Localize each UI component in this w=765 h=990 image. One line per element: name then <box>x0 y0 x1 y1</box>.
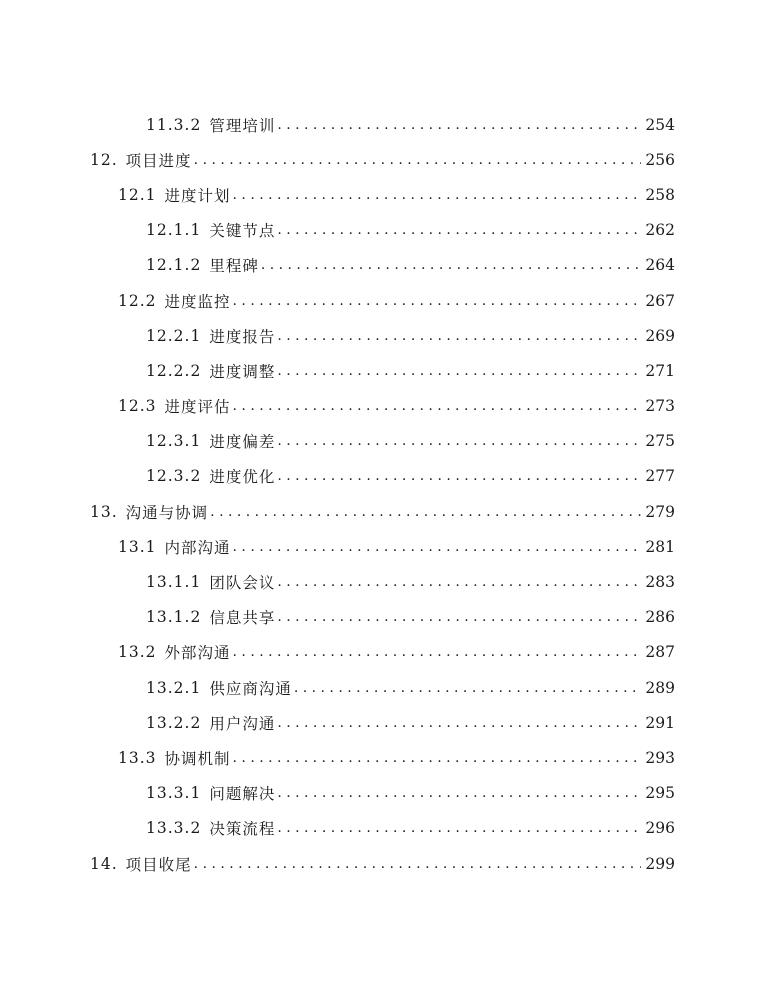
toc-entry-number: 13.3 <box>118 748 157 767</box>
toc-entry-number: 12.1.1 <box>146 221 202 240</box>
toc-entry[interactable] <box>0 529 765 564</box>
toc-dot-leader <box>233 293 642 309</box>
toc-dot-leader <box>277 785 641 801</box>
toc-dot-leader <box>277 222 641 238</box>
toc-entry-number: 11.3.2 <box>146 115 202 134</box>
toc-dot-leader <box>277 715 641 731</box>
toc-entry-title: 团队会议 <box>209 574 276 593</box>
toc-entry[interactable] <box>0 353 765 388</box>
toc-entry-title: 用户沟通 <box>209 714 276 733</box>
toc-entry-page: 283 <box>645 573 675 592</box>
toc-entry-page: 277 <box>645 467 675 486</box>
toc-entry-title: 问题解决 <box>209 785 276 804</box>
toc-dot-leader <box>277 328 641 344</box>
toc-dot-leader <box>277 609 641 625</box>
toc-entry-number: 12.1.2 <box>146 256 202 275</box>
toc-dot-leader <box>233 750 642 766</box>
toc-dot-leader <box>233 187 642 203</box>
toc-entry-page: 273 <box>645 397 675 416</box>
toc-entry-number: 13.2.2 <box>146 713 202 732</box>
toc-entry[interactable] <box>0 142 765 177</box>
toc-entry[interactable] <box>0 776 765 811</box>
toc-entry-page: 287 <box>645 643 675 662</box>
toc-dot-leader <box>210 504 641 520</box>
toc-entry-title: 沟通与协调 <box>125 503 209 522</box>
toc-entry[interactable] <box>0 564 765 599</box>
toc-entry-title: 项目收尾 <box>125 855 192 874</box>
toc-entry-page: 275 <box>645 432 675 451</box>
toc-entry-title: 决策流程 <box>209 820 276 839</box>
toc-entry-number: 12.2.2 <box>146 361 202 380</box>
toc-entry-page: 264 <box>645 256 675 275</box>
toc-dot-leader <box>233 539 642 555</box>
toc-entry-number: 13.1 <box>118 537 157 556</box>
toc-entry-title: 外部沟通 <box>164 644 231 663</box>
toc-entry-number: 12.2.1 <box>146 326 202 345</box>
toc-dot-leader <box>261 257 642 273</box>
toc-dot-leader <box>194 152 642 168</box>
toc-entry-page: 299 <box>645 854 675 873</box>
toc-entry-page: 254 <box>645 115 675 134</box>
toc-entry-page: 271 <box>645 361 675 380</box>
toc-entry-number: 13.2 <box>118 643 157 662</box>
toc-entry[interactable] <box>0 600 765 635</box>
toc-entry-number: 13. <box>90 502 118 521</box>
toc-entry-page: 286 <box>645 608 675 627</box>
toc-entry-title: 内部沟通 <box>164 538 231 557</box>
toc-entry-page: 262 <box>645 221 675 240</box>
toc-entry-page: 296 <box>645 819 675 838</box>
toc-entry-title: 管理培训 <box>209 116 276 135</box>
table-of-contents <box>0 107 765 881</box>
toc-entry-number: 12.3 <box>118 397 157 416</box>
toc-entry-number: 12.3.2 <box>146 467 202 486</box>
toc-dot-leader <box>277 117 641 133</box>
toc-entry[interactable] <box>0 318 765 353</box>
toc-entry[interactable] <box>0 213 765 248</box>
toc-dot-leader <box>194 856 642 872</box>
toc-entry-title: 项目进度 <box>125 151 192 170</box>
toc-dot-leader <box>233 644 642 660</box>
toc-entry-page: 295 <box>645 784 675 803</box>
toc-entry[interactable] <box>0 107 765 142</box>
toc-entry-page: 289 <box>645 678 675 697</box>
toc-entry-number: 14. <box>90 854 118 873</box>
toc-dot-leader <box>277 820 641 836</box>
toc-entry-title: 进度优化 <box>209 468 276 487</box>
toc-entry-title: 关键节点 <box>209 222 276 241</box>
toc-entry[interactable] <box>0 177 765 212</box>
toc-entry-page: 267 <box>645 291 675 310</box>
toc-entry[interactable] <box>0 283 765 318</box>
toc-entry[interactable] <box>0 846 765 881</box>
toc-entry-page: 291 <box>645 713 675 732</box>
toc-entry-page: 258 <box>645 185 675 204</box>
toc-dot-leader <box>277 433 641 449</box>
toc-entry-page: 281 <box>645 537 675 556</box>
toc-entry-title: 进度报告 <box>209 327 276 346</box>
toc-entry-title: 进度监控 <box>164 292 231 311</box>
toc-entry-number: 13.3.2 <box>146 819 202 838</box>
toc-entry[interactable] <box>0 740 765 775</box>
toc-entry-number: 13.3.1 <box>146 784 202 803</box>
toc-entry-title: 进度调整 <box>209 362 276 381</box>
toc-entry[interactable] <box>0 494 765 529</box>
toc-entry-page: 256 <box>645 150 675 169</box>
toc-entry-page: 279 <box>645 502 675 521</box>
toc-entry-title: 进度评估 <box>164 398 231 417</box>
toc-entry[interactable] <box>0 811 765 846</box>
toc-entry[interactable] <box>0 635 765 670</box>
toc-entry-number: 12.2 <box>118 291 157 310</box>
toc-entry[interactable] <box>0 459 765 494</box>
toc-entry-page: 293 <box>645 748 675 767</box>
toc-entry-title: 协调机制 <box>164 749 231 768</box>
toc-entry-title: 信息共享 <box>209 609 276 628</box>
toc-dot-leader <box>277 468 641 484</box>
toc-entry-title: 进度计划 <box>164 186 231 205</box>
toc-entry-number: 12.3.1 <box>146 432 202 451</box>
toc-entry[interactable] <box>0 389 765 424</box>
toc-entry[interactable] <box>0 248 765 283</box>
toc-dot-leader <box>277 574 641 590</box>
toc-dot-leader <box>277 363 641 379</box>
toc-entry-title: 供应商沟通 <box>209 679 292 698</box>
toc-entry-number: 12.1 <box>118 185 157 204</box>
toc-entry-number: 12. <box>90 150 118 169</box>
toc-entry-title: 进度偏差 <box>209 433 276 452</box>
toc-dot-leader <box>294 680 642 696</box>
toc-entry[interactable] <box>0 705 765 740</box>
toc-entry[interactable] <box>0 670 765 705</box>
toc-dot-leader <box>233 398 642 414</box>
toc-entry-number: 13.1.1 <box>146 573 202 592</box>
toc-entry-number: 13.1.2 <box>146 608 202 627</box>
toc-entry-page: 269 <box>645 326 675 345</box>
toc-entry[interactable] <box>0 424 765 459</box>
toc-entry-title: 里程碑 <box>209 257 259 276</box>
toc-entry-number: 13.2.1 <box>146 678 202 697</box>
